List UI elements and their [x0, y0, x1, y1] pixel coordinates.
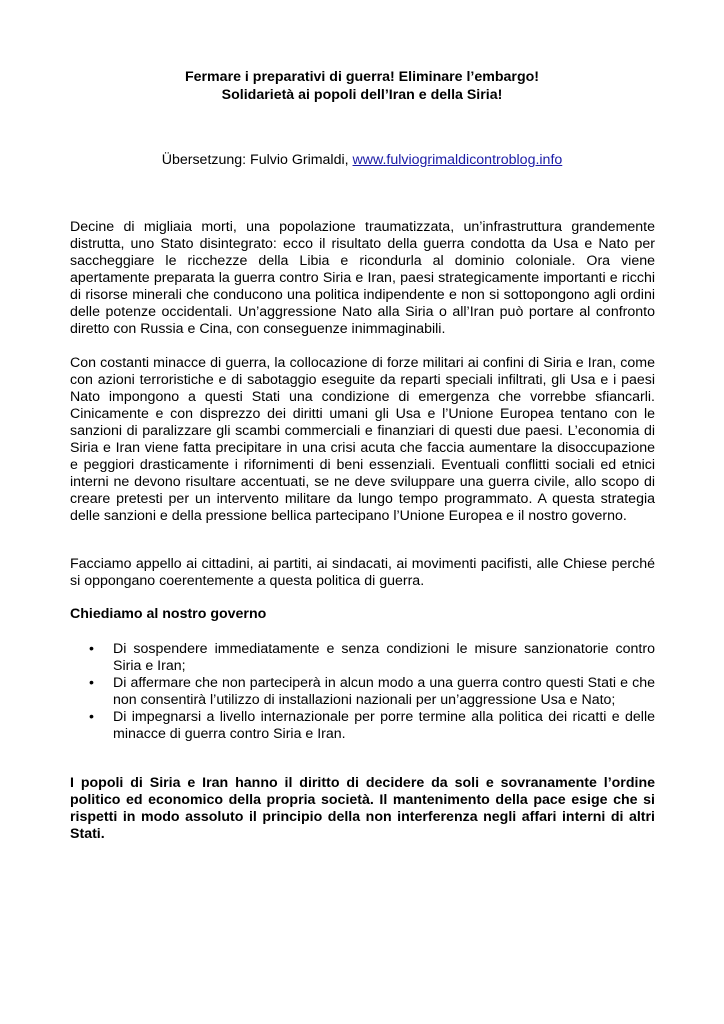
paragraph-2: [70, 355, 655, 525]
title-line-2: Solidarietà ai popoli dell’Iran e della Siria!: [221, 87, 503, 103]
request-heading: Chiediamo al nostro governo: [70, 606, 267, 622]
translation-credit-text: Übersetzung: Fulvio Grimaldi,: [161, 152, 353, 168]
list-item-text: Di affermare che non parteciperà in alcun modo a una guerra contro questi Stati e che non consentirà l’utilizzo di installazioni nazionali per un’aggressione Usa e Nato;: [113, 675, 655, 708]
title-line-1: Fermare i preparativi di guerra! Eliminare l’embargo!: [184, 69, 539, 85]
translation-link[interactable]: www.fulviogrimaldicontroblog.info: [352, 152, 563, 168]
paragraph-text: Con costanti minacce di guerra, la collocazione di forze militari ai confini di Siria e Iran, come con azioni terroristiche e di sabotaggio eseguite da reparti speciali infiltrati, gli Usa e i paesi Nato impongono a questi Stati una condizione di emergenza che vorrebbe sfiancarli. Cinicamente e con disprezzo dei diritti umani gli Usa e l’Unione Europea tentano con le sanzioni di paralizzare gli scambi commerciali e finanziari di questi due paesi. L’economia di Siria e Iran viene fatta precipitare in una crisi acuta che faccia aumentare la disoccupazione e peggiori drasticamente i rifornimenti di beni essenziali. Eventuali conflitti sociali ed etnici interni ne devono risultare accentuati, se ne deve sviluppare una guerra civile, allo scopo di creare pretesti per un intervento militare da lungo tempo programmato. A questa strategia delle sanzioni e della pressione bellica partecipano l’Unione Europea e il nostro governo.: [70, 355, 655, 524]
list-item: [70, 709, 655, 743]
list-item-text: Di impegnarsi a livello internazionale per porre termine alla politica dei ricatti e delle minacce di guerra contro Siria e Iran.: [113, 709, 655, 742]
list-item-text: Di sospendere immediatamente e senza condizioni le misure sanzionatorie contro Siria e Iran;: [113, 641, 655, 674]
paragraph-text: Facciamo appello ai cittadini, ai partiti, ai sindacati, ai movimenti pacifisti, alle Chiese perché si oppongano coerentemente a questa politica di guerra.: [70, 556, 655, 589]
paragraph-text: Decine di migliaia morti, una popolazione traumatizzata, un’infrastruttura grandemente distrutta, uno Stato disintegrato: ecco il risultato della guerra condotta da Usa e Nato per saccheggiare le ricchezze della Libia e ricondurla al dominio coloniale. Ora viene apertamente preparata la guerra contro Siria e Iran, paesi strategicamente importanti e ricchi di risorse minerali che conducono una politica indipendente e non si sottopongono agli ordini delle potenze occidentali. Un’aggressione Nato alla Siria o all’Iran può portare al confronto diretto con Russia e Cina, con conseguenze inimmaginabili.: [70, 219, 655, 337]
list-item: [70, 675, 655, 709]
paragraph-1: [70, 219, 655, 338]
closing-statement: [70, 775, 655, 843]
closing-text: I popoli di Siria e Iran hanno il diritto di decidere da soli e sovranamente l’ordine politico ed economico della propria società. Il mantenimento della pace esige che si rispetti in modo assoluto il principio della non interferenza negli affari interni di altri Stati.: [70, 775, 655, 842]
list-item: [70, 641, 655, 675]
paragraph-3: [70, 556, 655, 590]
translation-credit: [0, 151, 724, 169]
bullet-icon: •: [89, 709, 94, 725]
demands-list: [70, 641, 655, 743]
bullet-icon: •: [89, 675, 94, 691]
bullet-icon: •: [89, 641, 94, 657]
